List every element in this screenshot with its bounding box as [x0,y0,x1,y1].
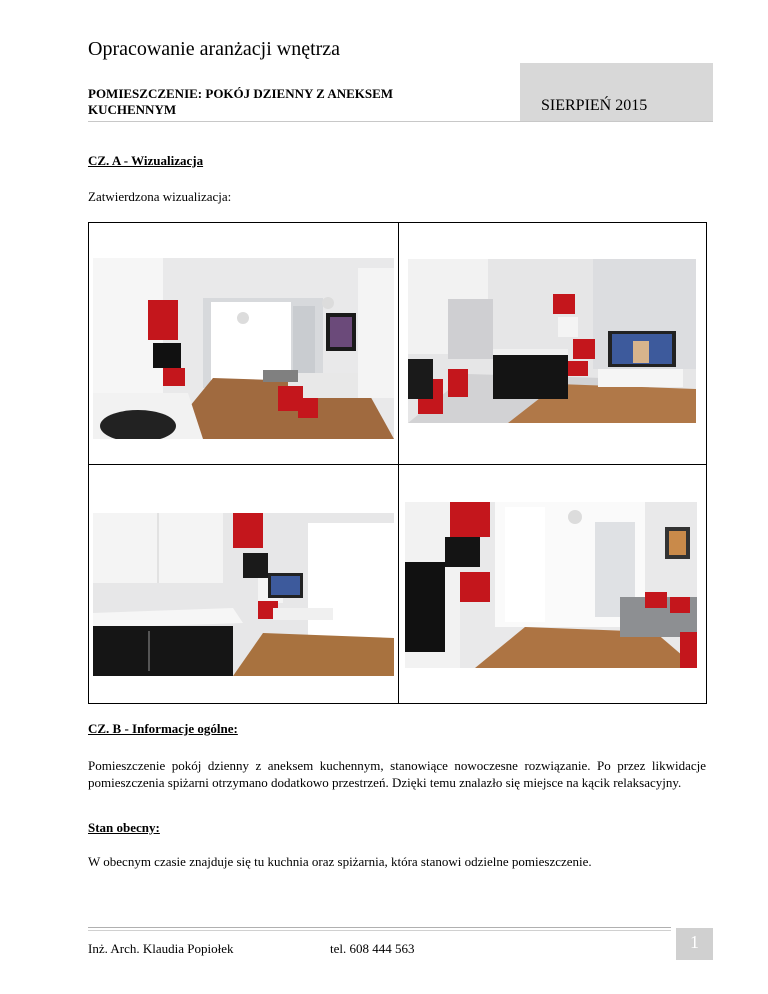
room-title-line1: POMIESZCZENIE: POKÓJ DZIENNY Z ANEKSEM [88,86,394,101]
section-b-paragraph: Pomieszczenie pokój dzienny z aneksem kuchennym, stanowiące nowoczesne rozwiązanie. Po przez likwidacje pomieszczenia spiżarni otrzymano dodatkowo przestrzeń. Dzięki temu znalazło się miejsce na kącik relaksacyjny. [88,758,706,790]
section-a-heading: CZ. A - Wizualizacja [88,153,204,168]
render-image-3 [93,513,394,676]
footer-divider-secondary [88,930,671,931]
page-number: 1 [690,932,699,952]
document-title: Opracowanie aranżacji wnętrza [88,38,341,60]
render-image-2 [408,259,696,423]
grid-vertical-divider [398,222,399,704]
room-title [88,86,468,118]
header-divider [88,121,713,122]
room-title-line2: KUCHENNYM [88,102,177,117]
footer-phone: tel. 608 444 563 [330,941,415,956]
current-state-heading: Stan obecny: [88,820,160,835]
footer-author: Inż. Arch. Klaudia Popiołek [88,941,234,956]
section-b-heading: CZ. B - Informacje ogólne: [88,721,238,736]
section-a-subtitle: Zatwierdzona wizualizacja: [88,189,232,204]
render-image-1 [93,258,394,439]
render-image-4 [405,502,697,668]
date-label: SIERPIEŃ 2015 [541,97,648,114]
grid-horizontal-divider [88,464,707,465]
current-state-paragraph: W obecnym czasie znajduje się tu kuchnia oraz spiżarnia, która stanowi odzielne pomieszczenie. [88,854,592,869]
footer-divider [88,927,671,928]
